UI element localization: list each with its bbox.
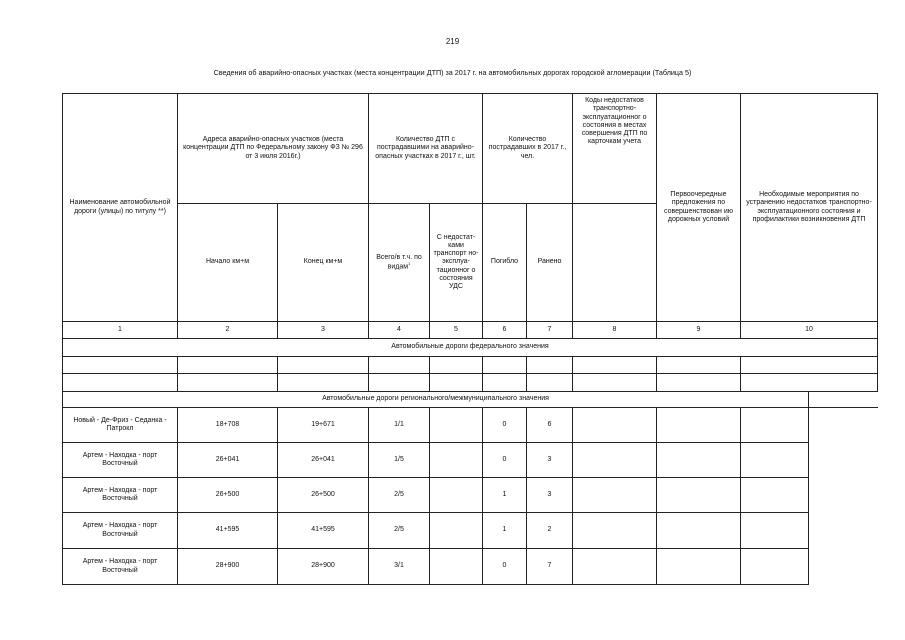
column-number: 9: [657, 322, 741, 339]
page-number: 219: [445, 37, 460, 46]
measures: [741, 513, 809, 549]
defect-accidents: [430, 443, 483, 478]
header-killed: Погибло: [483, 204, 527, 322]
killed-count: 1: [483, 513, 527, 549]
road-name: Артем - Находка - порт Восточный: [63, 478, 178, 513]
road-name: Новый - Де-Фриз - Седанка - Патрокл: [63, 408, 178, 443]
end-km: 41+595: [278, 513, 369, 549]
injured-count: 3: [527, 443, 573, 478]
header-end: Конец км+м: [278, 204, 369, 322]
header-proposals: Первоочередные предложения по совершенствован ию дорожных условий: [657, 94, 741, 322]
accident-sites-table: [62, 93, 878, 585]
defect-accidents: [430, 513, 483, 549]
total-accidents: 2/5: [369, 478, 430, 513]
injured-count: 7: [527, 549, 573, 585]
defect-accidents: [430, 408, 483, 443]
column-number: 1: [63, 322, 178, 339]
injured-count: 2: [527, 513, 573, 549]
road-name: Артем - Находка - порт Восточный: [63, 549, 178, 585]
measures: [741, 408, 809, 443]
defect-accidents: [430, 549, 483, 585]
total-accidents: 3/1: [369, 549, 430, 585]
defect-codes: [573, 513, 657, 549]
document-title: Сведения об аварийно-опасных участках (места концентрации ДТП) за 2017 г. на автомобильных дорогах городской агломерации (Таблица 5): [213, 68, 692, 77]
start-km: 41+595: [178, 513, 278, 549]
table-row: [63, 408, 878, 443]
header-total: Всего/в т.ч. по видам$^1$: [369, 204, 430, 322]
injured-count: 3: [527, 478, 573, 513]
header-road-name: Наименование автомобильной дороги (улицы) по титулу **): [63, 94, 178, 322]
measures: [741, 478, 809, 513]
defect-codes: [573, 549, 657, 585]
column-number: 5: [430, 322, 483, 339]
proposals: [657, 443, 741, 478]
empty-row: [63, 357, 878, 374]
start-km: 26+500: [178, 478, 278, 513]
proposals: [657, 408, 741, 443]
table-row: [63, 443, 878, 478]
proposals: [657, 549, 741, 585]
start-km: 28+900: [178, 549, 278, 585]
table-row: [63, 513, 878, 549]
total-accidents: 1/1: [369, 408, 430, 443]
defect-codes: [573, 408, 657, 443]
proposals: [657, 513, 741, 549]
killed-count: 0: [483, 549, 527, 585]
end-km: 28+900: [278, 549, 369, 585]
header-addresses: Адреса аварийно-опасных участков (места концентрации ДТП по Федеральному закону ФЗ № 296 от 3 июля 2016г.): [178, 94, 369, 204]
header-accident-count: Количество ДТП с пострадавшими на аварийно-опасных участках в 2017 г., шт.: [369, 94, 483, 204]
table-row: [63, 549, 878, 585]
road-name: Артем - Находка - порт Восточный: [63, 513, 178, 549]
end-km: 26+500: [278, 478, 369, 513]
header-defect-codes: Коды недостатков транспортно-эксплуатационног о состояния в местах совершения ДТП по карточкам учета: [573, 94, 657, 204]
section-regional-roads: Автомобильные дороги регионального/межмуниципального значения: [63, 392, 809, 408]
empty-row: [63, 374, 878, 392]
injured-count: 6: [527, 408, 573, 443]
header-measures: Необходимые мероприятия по устранению недостатков транспортно-эксплуатационного состояния и профилактики возникновения ДТП: [741, 94, 878, 322]
column-number: 6: [483, 322, 527, 339]
header-injured: Ранено: [527, 204, 573, 322]
total-accidents: 1/5: [369, 443, 430, 478]
column-number: 2: [178, 322, 278, 339]
defect-codes: [573, 443, 657, 478]
column-number: 7: [527, 322, 573, 339]
header-codes-empty: [573, 204, 657, 322]
end-km: 26+041: [278, 443, 369, 478]
defect-codes: [573, 478, 657, 513]
defect-accidents: [430, 478, 483, 513]
column-number: 3: [278, 322, 369, 339]
section-federal-roads: Автомобильные дороги федерального значения: [63, 339, 878, 357]
killed-count: 0: [483, 408, 527, 443]
column-number: 8: [573, 322, 657, 339]
start-km: 18+708: [178, 408, 278, 443]
end-km: 19+671: [278, 408, 369, 443]
measures: [741, 443, 809, 478]
header-with-defects: С недостат-ками транспорт но-эксплуа-тационног о состояния УДС: [430, 204, 483, 322]
header-victim-count: Количество пострадавших в 2017 г., чел.: [483, 94, 573, 204]
header-start: Начало км+м: [178, 204, 278, 322]
start-km: 26+041: [178, 443, 278, 478]
table-row: [63, 478, 878, 513]
column-number: 10: [741, 322, 878, 339]
section-regional-tail: [809, 392, 878, 408]
total-accidents: 2/5: [369, 513, 430, 549]
road-name: Артем - Находка - порт Восточный: [63, 443, 178, 478]
killed-count: 0: [483, 443, 527, 478]
killed-count: 1: [483, 478, 527, 513]
proposals: [657, 478, 741, 513]
column-number: 4: [369, 322, 430, 339]
measures: [741, 549, 809, 585]
